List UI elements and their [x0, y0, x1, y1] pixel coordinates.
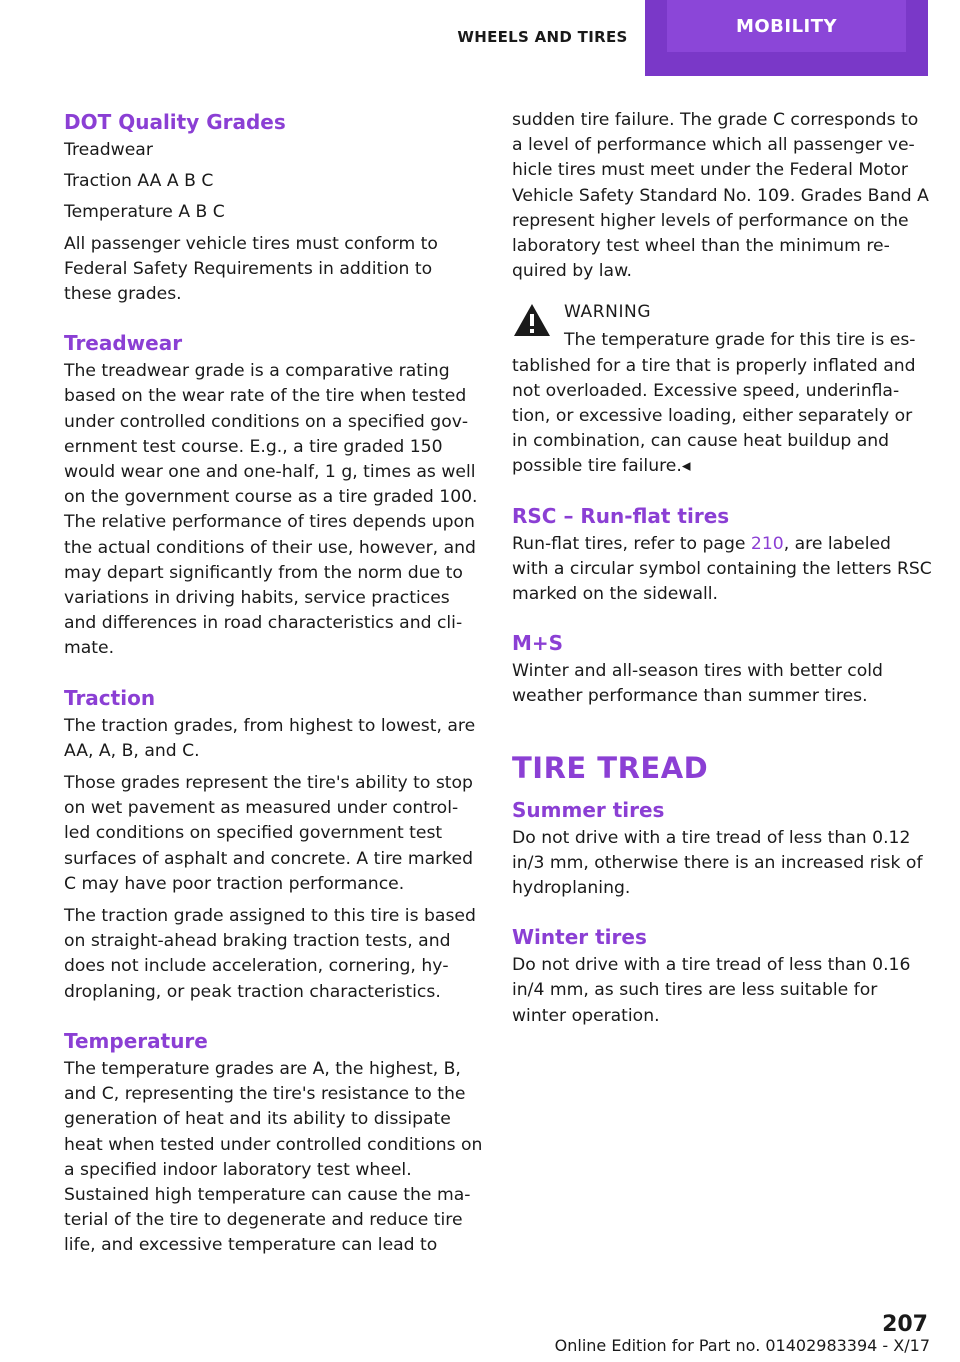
dot-line-treadwear: Treadwear [64, 140, 153, 160]
chapter-tab-inner [667, 0, 906, 52]
dot-line-temperature: Temperature A B C [64, 202, 225, 223]
rsc-body [512, 532, 932, 608]
tire-tread-title-text: TIRE TREAD [512, 750, 709, 785]
right-column [512, 108, 932, 1036]
winter-tires-heading: Winter tires [512, 925, 647, 950]
traction-body-2: Those grades represent the tire's ability to stop on wet pavement as measured under control‐led conditions on specified government test surfaces of asphalt and concrete. A tire marked C may have poor traction performance. [64, 773, 474, 894]
running-header-section: WHEELS AND TIRES [457, 28, 628, 46]
traction-heading: Traction [64, 685, 156, 710]
warning-box [512, 300, 932, 479]
left-column [64, 108, 484, 1266]
summer-tires-body: Do not drive with a tire tread of less than 0.12 in/3 mm, otherwise there is an increased risk of hydroplaning. [512, 827, 923, 899]
traction-body-3: The traction grade assigned to this tire is based on straight-ahead braking traction tests, and does not include acceleration, cornering, hy‐droplaning, or peak traction characteristics. [64, 906, 476, 1002]
tire-tread-title [512, 750, 932, 786]
dot-line-traction: Traction AA A B C [64, 171, 214, 192]
warning-title: WARNING [564, 302, 652, 323]
warning-triangle-icon [512, 302, 552, 338]
ms-heading: M+S [512, 631, 564, 656]
warning-body: The temperature grade for this tire is es‐tablished for a tire that is properly inflated and not overloaded. Excessive speed, underinfla‐tion, or excessive loading, either separately or in combination, can cause heat buildup and possible tire failure.◂ [512, 330, 916, 477]
traction-body-1: The traction grades, from highest to lowest, are AA, A, B, and C. [64, 715, 476, 761]
dot-body: All passenger vehicle tires must conform to Federal Safety Requirements in addition to these grades. [64, 233, 438, 305]
dot-quality-grades-heading: DOT Quality Grades [64, 110, 286, 134]
chapter-tab-label: MOBILITY [735, 15, 838, 37]
temperature-body-continued: sudden tire failure. The grade C corresponds to a level of performance which all passenger ve‐hicle tires must meet under the Federal Motor Vehicle Safety Standard No. 109. Grades Band A represent higher levels of performance on the laboratory test wheel than the minimum re‐quired by law. [512, 110, 929, 282]
ms-body: Winter and all-season tires with better cold weather performance than summer tires. [512, 661, 883, 707]
edition-footer: Online Edition for Part no. 01402983394 - X/17 [554, 1336, 930, 1355]
rsc-body-before: Run-flat tires, refer to page [512, 533, 751, 554]
chapter-tab [645, 0, 928, 76]
rsc-body-after: , are labeled with a circular symbol containing the letters RSC marked on the sidewall. [512, 533, 932, 605]
treadwear-body: The treadwear grade is a comparative rating based on the wear rate of the tire when tested under controlled conditions on a specified gov‐ernment test course. E.g., a tire graded 150 would wear one and one-half, 1 g, times as well on the government course as a tire graded 100. The relative performance of tires depends upon the actual conditions of their use, however, and may depart significantly from the norm due to variations in driving habits, service practices and differences in road characteristics and cli‐mate. [64, 361, 478, 659]
rsc-heading: RSC – Run-flat tires [512, 503, 730, 528]
temperature-heading: Temperature [64, 1028, 208, 1053]
temperature-body: The temperature grades are A, the highest, B, and C, representing the tire's resistance to the generation of heat and its ability to dissipate heat when tested under controlled conditions on a specified indoor laboratory test wheel. Sustained high temperature can cause the ma‐terial of the tire to degenerate and reduce tire life, and excessive temperature can lead to [64, 1058, 483, 1256]
summer-tires-heading: Summer tires [512, 797, 665, 822]
page-210-link[interactable]: 210 [750, 533, 784, 554]
page-number: 207 [882, 1312, 928, 1337]
treadwear-heading: Treadwear [64, 331, 183, 356]
winter-tires-body: Do not drive with a tire tread of less than 0.16 in/4 mm, as such tires are less suitable for winter operation. [512, 955, 911, 1026]
